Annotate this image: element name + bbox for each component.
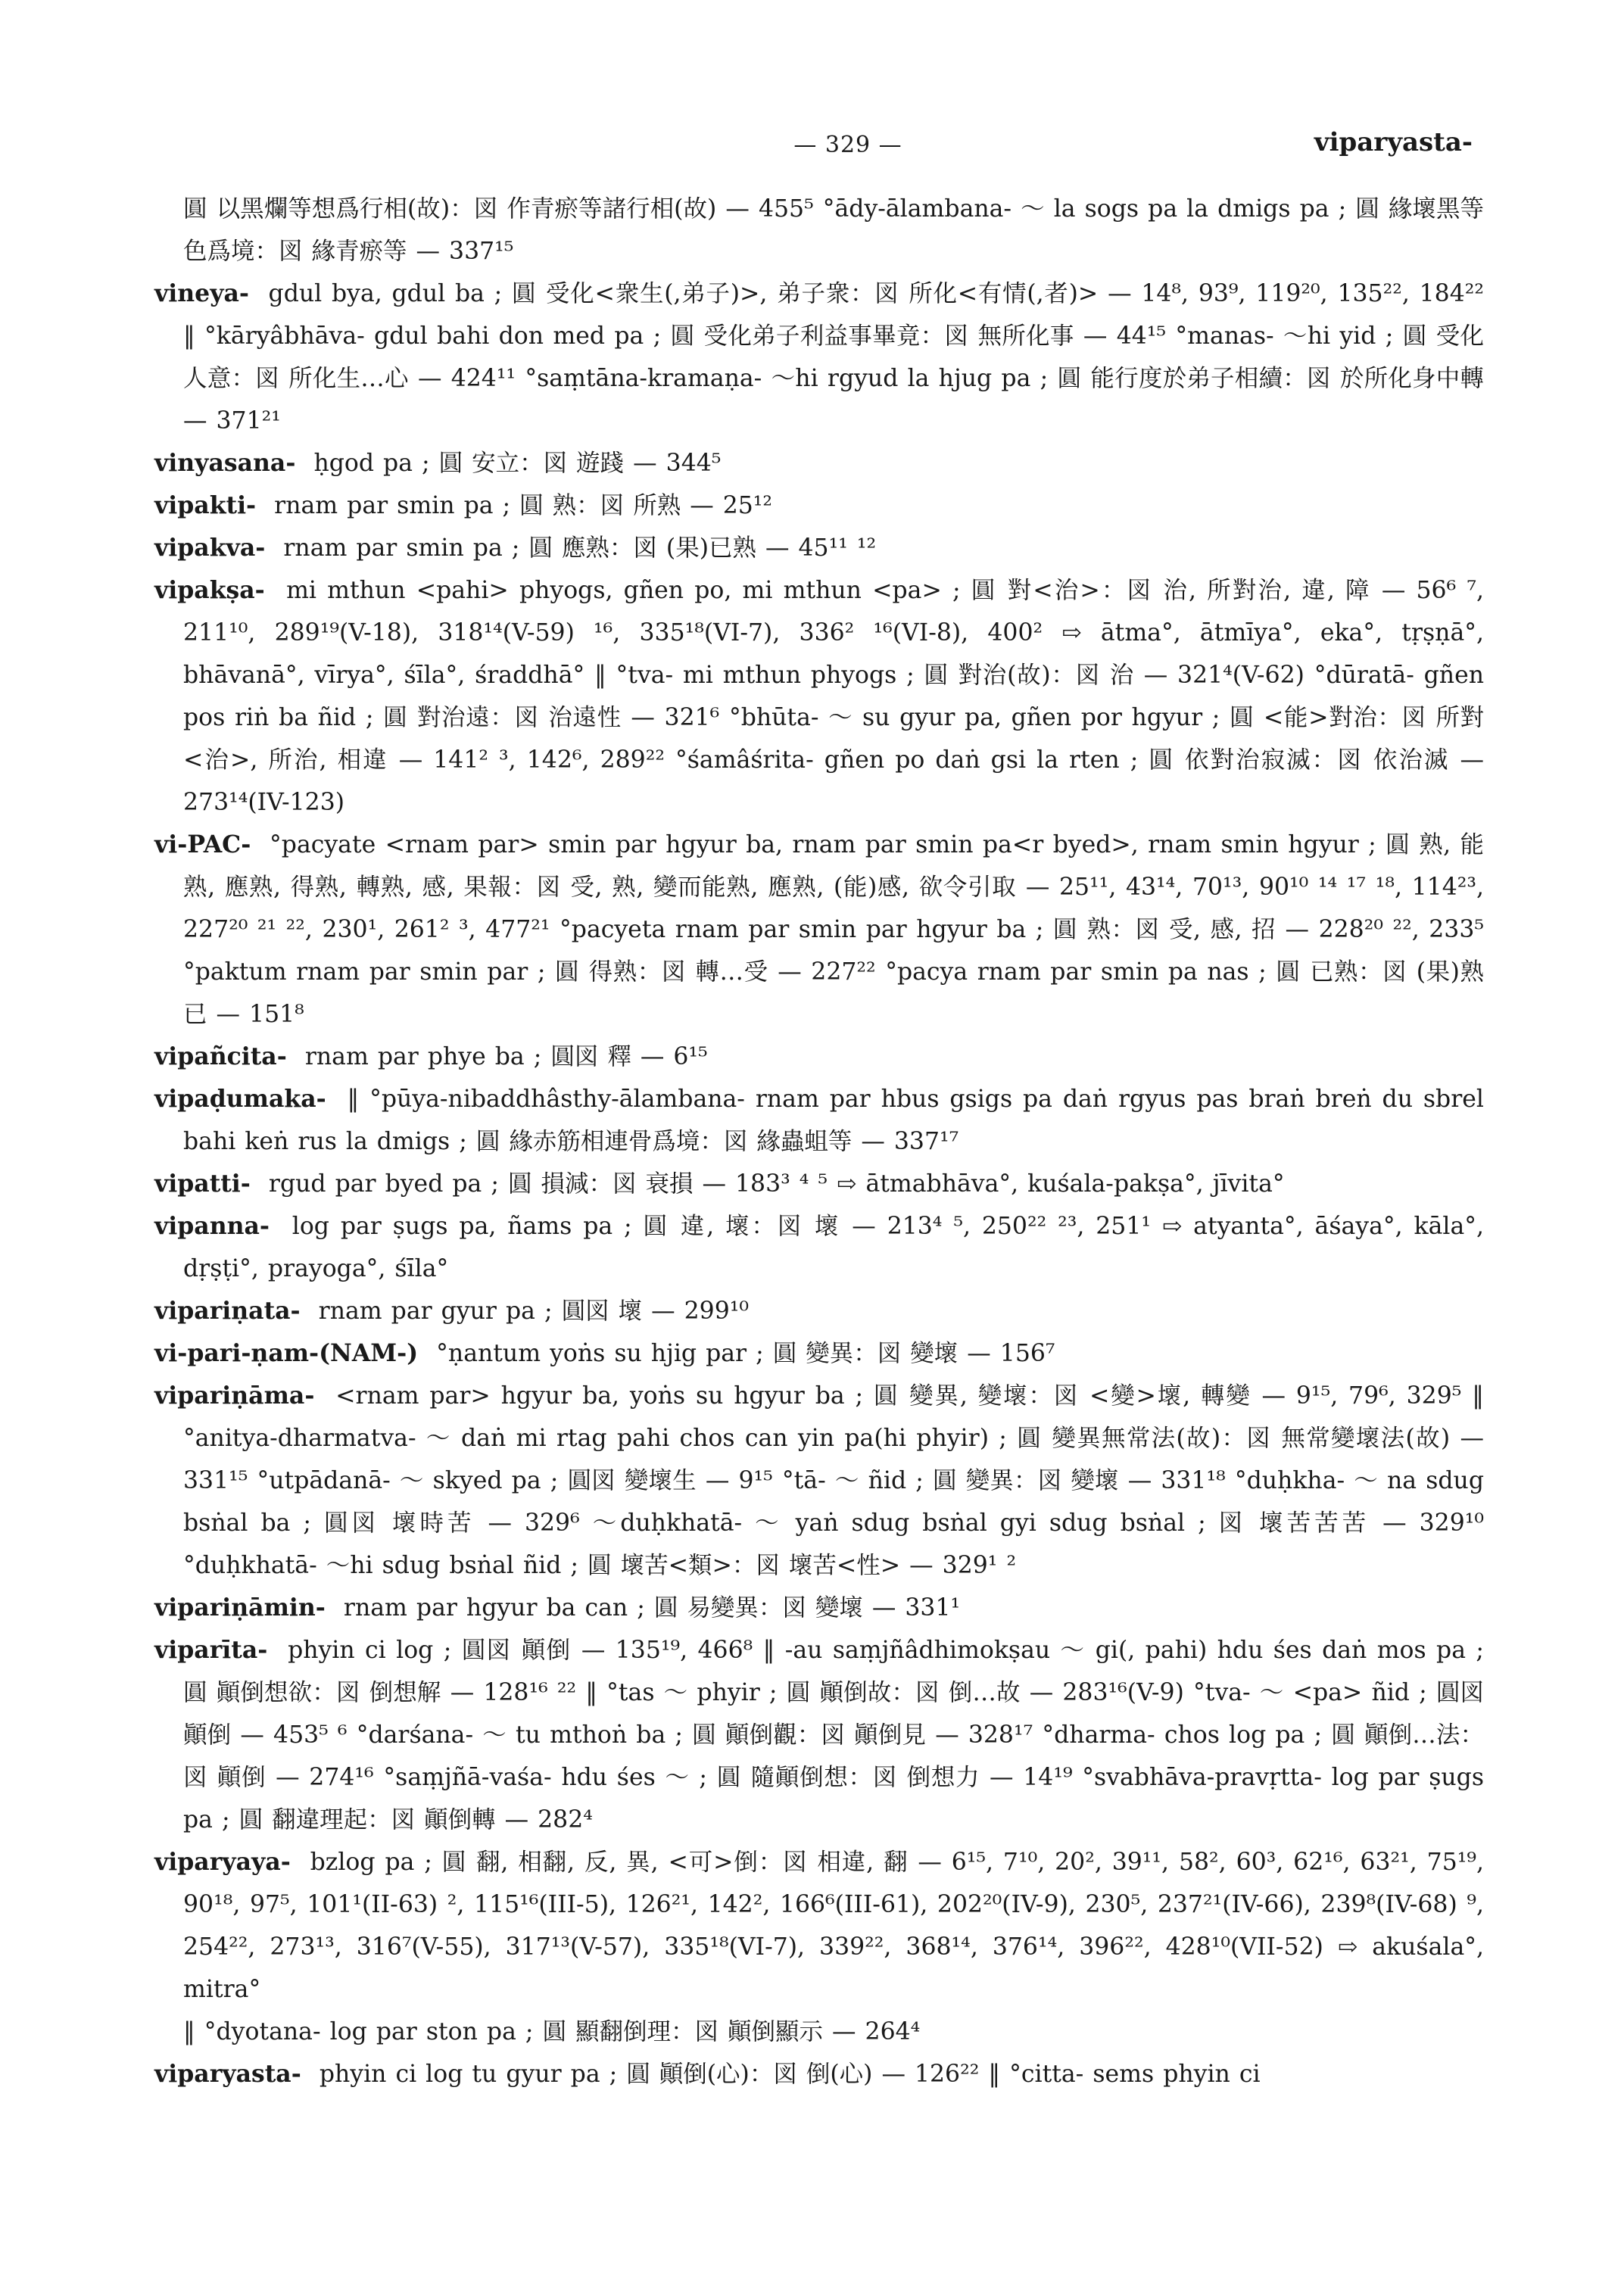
entry-headword: viparyasta- <box>154 2060 301 2088</box>
entry-headword: vipatti- <box>154 1170 251 1198</box>
entry-body: rnam par phye ba ; 圓図 釋 — 6¹⁵ <box>304 1043 708 1070</box>
dictionary-entry <box>154 1205 1484 1290</box>
entry-body: phyin ci log tu gyur pa ; 圓 顚倒(心)：図 倒(心) — 126²² ‖ °citta- sems phyin ci <box>319 2061 1261 2088</box>
entry-body: rnam par gyur pa ; 圓図 壞 — 299¹⁰ <box>318 1298 749 1325</box>
entry-headword: vipariṇata- <box>154 1297 301 1325</box>
entry-headword: viparīta- <box>154 1636 268 1664</box>
entry-body: ḥgod pa ; 圓 安立：図 遊踐 — 344⁵ <box>313 450 722 477</box>
entry-headword: vi-PAC- <box>154 830 251 858</box>
entry-headword: vipakṣa- <box>154 576 265 604</box>
entry-body: 圓 以黑爛等想爲行相(故)：図 作青瘀等諸行相(故) — 455⁵ °ādy-ālambana- ～ la sogs pa la dmigs pa ; 圓 緣壞黑等色爲境：図 緣青瘀等 — 337¹⁵ <box>183 195 1484 265</box>
entry-body: mi mthun <pahi> phyogs, gñen po, mi mthun <pa> ; 圓 對<治>：図 治, 所對治, 違, 障 — 56⁶ ⁷, 211¹⁰, 289¹⁹(V-18), 318¹⁴(V-59) ¹⁶, 335¹⁸(VI-7), 336² ¹⁶(VI-8), 400² ⇨ ātma°, ātmīya°, eka°, tṛṣṇā°, bhāvanā°, vīrya°, śīla°, śraddhā° ‖ °tva- mi mthun phyogs ; 圓 對治(故)：図 治 — 321⁴(V-62) °dūratā- gñen pos riṅ ba ñid ; 圓 對治遠：図 治遠性 — 321⁶ °bhūta- ～ su gyur pa, gñen por hgyur ; 圓 <能>對治：図 所對<治>, 所治, 相違 — 141² ³, 142⁶, 289²² °śamâśrita- gñen po daṅ gsi la rten ; 圓 依對治寂滅：図 依治滅 — 273¹⁴(IV-123) <box>183 577 1484 816</box>
entry-body: log par ṣugs pa, ñams pa ; 圓 違, 壞：図 壞 — 213⁴ ⁵, 250²² ²³, 251¹ ⇨ atyanta°, āśaya°, kāla°, dṛṣṭi°, prayoga°, śīla° <box>183 1213 1484 1282</box>
dictionary-entry <box>154 2011 1484 2053</box>
dictionary-entry <box>154 1629 1484 1841</box>
dictionary-entry <box>154 1375 1484 1587</box>
entry-body: rnam par smin pa ; 圓 熟：図 所熟 — 25¹² <box>274 492 773 519</box>
dictionary-entry <box>154 188 1484 273</box>
entry-headword: vipariṇāmin- <box>154 1594 326 1622</box>
entry-headword: vineya- <box>154 279 250 307</box>
entry-body: °ṇantum yoṅs su hjig par ; 圓 變異：図 變壞 — 156⁷ <box>436 1340 1055 1367</box>
entry-body: ‖ °dyotana- log par ston pa ; 圓 顯翻倒理：図 顚倒顯示 — 264⁴ <box>183 2018 921 2045</box>
entry-body: rgud par byed pa ; 圓 損減：図 衰損 — 183³ ⁴ ⁵ ⇨ ātmabhāva°, kuśala-pakṣa°, jīvita° <box>268 1170 1285 1198</box>
entry-headword: vipañcita- <box>154 1042 287 1070</box>
entry-body: ‖ °pūya-nibaddhâsthy-ālambana- rnam par hbus gsigs pa daṅ rgyus pas braṅ breṅ du sbrel bahi keṅ rus la dmigs ; 圓 緣赤筋相連骨爲境：図 緣蟲蛆等 — 337¹⁷ <box>183 1086 1484 1155</box>
dictionary-entry <box>154 2053 1484 2095</box>
entry-body: rnam par smin pa ; 圓 應熟：図 (果)已熟 — 45¹¹ ¹² <box>283 534 877 562</box>
dictionary-entry <box>154 442 1484 484</box>
page-number: — 329 — <box>793 132 902 158</box>
entry-body: rnam par hgyur ba can ; 圓 易變異：図 變壞 — 331¹ <box>343 1594 961 1622</box>
dictionary-entry <box>154 1841 1484 2011</box>
dictionary-column <box>154 188 1484 2095</box>
entry-headword: vinyasana- <box>154 449 296 477</box>
entry-headword: vipariṇāma- <box>154 1382 315 1410</box>
entry-body: phyin ci log ; 圓図 顚倒 — 135¹⁹, 466⁸ ‖ -au saṃjñâdhimokṣau ～ gi(, pahi) hdu śes daṅ mos pa ; 圓 顚倒想欲：図 倒想解 — 128¹⁶ ²² ‖ °tas ～ phyir ; 圓 顚倒故：図 倒…故 — 283¹⁶(V-9) °tva- ～ <pa> ñid ; 圓図 顚倒 — 453⁵ ⁶ °darśana- ～ tu mthoṅ ba ; 圓 顚倒觀：図 顚倒見 — 328¹⁷ °dharma- chos log pa ; 圓 顚倒…法：図 顚倒 — 274¹⁶ °saṃjñā-vaśa- hdu śes ～ ; 圓 隨顚倒想：図 倒想力 — 14¹⁹ °svabhāva-pravṛtta- log par ṣugs pa ; 圓 翻違理起：図 顚倒轉 — 282⁴ <box>183 1637 1484 1833</box>
dictionary-entry <box>154 1332 1484 1375</box>
entry-headword: vipakva- <box>154 534 266 562</box>
entry-headword: vi-pari-ṇam-(NAM-) <box>154 1339 419 1367</box>
entry-headword: vipaḍumaka- <box>154 1085 326 1113</box>
entry-headword: vipanna- <box>154 1212 270 1240</box>
dictionary-entry <box>154 1036 1484 1078</box>
dictionary-entry <box>154 527 1484 569</box>
entry-body: <rnam par> hgyur ba, yoṅs su hgyur ba ; 圓 變異, 變壞：図 <變>壞, 轉變 — 9¹⁵, 79⁶, 329⁵ ‖ °anitya-dharmatva- ～ daṅ mi rtag pahi chos can yin pa(hi phyir) ; 圓 變異無常法(故)：図 無常變壞法(故) — 331¹⁵ °utpādanā- ～ skyed pa ; 圓図 變壞生 — 9¹⁵ °tā- ～ ñid ; 圓 變異：図 變壞 — 331¹⁸ °duḥkha- ～ na sdug bsṅal ba ; 圓図 壞時苦 — 329⁶ ～duḥkhatā- ～ yaṅ sdug bsṅal gyi sdug bsṅal ; 図 壞苦苦苦 — 329¹⁰ °duḥkhatā- ～hi sdug bsṅal ñid ; 圓 壞苦<類>：図 壞苦<性> — 329¹ ² <box>183 1382 1484 1579</box>
entry-body: bzlog pa ; 圓 翻, 相翻, 反, 異, <可>倒：図 相違, 翻 — 6¹⁵, 7¹⁰, 20², 39¹¹, 58², 60³, 62¹⁶, 63²¹, 75¹⁹, 90¹⁸, 97⁵, 101¹(II-63) ², 115¹⁶(III-5), 126²¹, 142², 166⁶(III-61), 202²⁰(IV-9), 230⁵, 237²¹(IV-66), 239⁸(IV-68) ⁹, 254²², 273¹³, 316⁷(V-55), 317¹³(V-57), 335¹⁸(VI-7), 339²², 368¹⁴, 376¹⁴, 396²², 428¹⁰(VII-52) ⇨ akuśala°, mitra° <box>183 1849 1484 2003</box>
dictionary-entry <box>154 1078 1484 1163</box>
dictionary-entry <box>154 1587 1484 1629</box>
dictionary-entry <box>154 1163 1484 1205</box>
dictionary-entry <box>154 1290 1484 1332</box>
entry-body: gdul bya, gdul ba ; 圓 受化<衆生(,弟子)>, 弟子衆：図 所化<有情(,者)> — 14⁸, 93⁹, 119²⁰, 135²², 184²² ‖ °kāryâbhāva- gdul bahi don med pa ; 圓 受化弟子利益事畢竟：図 無所化事 — 44¹⁵ °manas- ～hi yid ; 圓 受化人意：図 所化生…心 — 424¹¹ °saṃtāna-kramaṇa- ～hi rgyud la hjug pa ; 圓 能行度於弟子相續：図 於所化身中轉 — 371²¹ <box>183 280 1484 435</box>
running-head: viparyasta- <box>1314 127 1473 157</box>
entry-body: °pacyate <rnam par> smin par hgyur ba, rnam par smin pa<r byed>, rnam smin hgyur ; 圓 熟, 能熟, 應熟, 得熟, 轉熟, 感, 果報：図 受, 熟, 變而能熟, 應熟, (能)感, 欲令引取 — 25¹¹, 43¹⁴, 70¹³, 90¹⁰ ¹⁴ ¹⁷ ¹⁸, 114²³, 227²⁰ ²¹ ²², 230¹, 261² ³, 477²¹ °pacyeta rnam par smin par hgyur ba ; 圓 熟：図 受, 感, 招 — 228²⁰ ²², 233⁵ °paktum rnam par smin par ; 圓 得熟：図 轉…受 — 227²² °pacya rnam par smin pa nas ; 圓 已熟：図 (果)熟已 — 151⁸ <box>183 831 1484 1028</box>
entry-headword: viparyaya- <box>154 1848 291 1876</box>
dictionary-entry <box>154 569 1484 824</box>
entry-headword: vipakti- <box>154 491 257 519</box>
dictionary-entry <box>154 824 1484 1036</box>
dictionary-entry <box>154 273 1484 442</box>
dictionary-entry <box>154 484 1484 527</box>
